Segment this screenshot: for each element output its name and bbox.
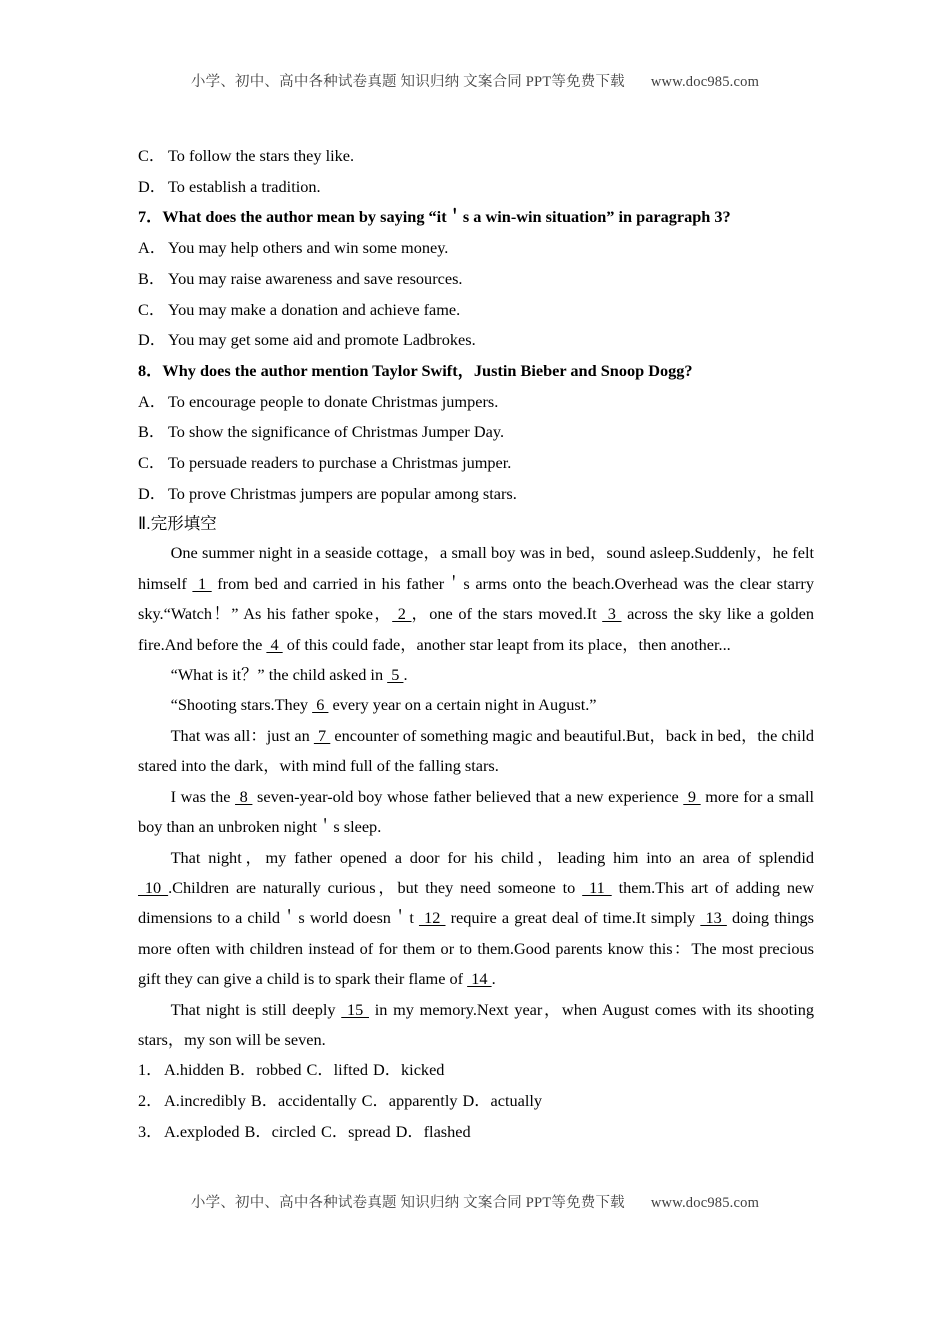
cloze-text: them.This art of adding new dimensions to a child＇s world doesn＇t — [138, 877, 815, 928]
cloze-choice-option[interactable]: B．circled — [244, 1121, 316, 1141]
cloze-choice-option[interactable]: A.incredibly — [164, 1091, 246, 1111]
option-text: You may get some aid and promote Ladbrokes. — [168, 330, 476, 350]
cloze-paragraph — [138, 995, 814, 1056]
cloze-text: “What is it？” the child asked in — [170, 665, 388, 685]
option-text: To persuade readers to purchase a Christmas jumper. — [168, 453, 512, 473]
cloze-blank-12[interactable]: 12 — [418, 908, 446, 928]
option-text: You may make a donation and achieve fame. — [168, 299, 461, 319]
option-row — [138, 295, 814, 326]
option-label: C． — [138, 146, 166, 165]
option-text: To follow the stars they like. — [168, 146, 355, 165]
cloze-blank-3[interactable]: 3 — [602, 604, 622, 624]
cloze-text: seven-year-old boy whose father believed that a new experience — [252, 786, 684, 806]
option-row — [138, 264, 814, 295]
cloze-choice-option[interactable]: A.hidden — [164, 1060, 225, 1080]
cloze-paragraph — [138, 843, 814, 995]
cloze-text: That night，my father opened a door for his child，leading him into an area of splendid — [170, 847, 814, 867]
option-label: D． — [138, 330, 167, 350]
cloze-passage — [138, 538, 814, 1055]
cloze-text: doing things more often with children instead of for them or to them.Good parents know this：The most precious gift they can give a child is to spark their flame of — [138, 908, 814, 989]
cloze-choice-option[interactable]: C．spread — [320, 1121, 391, 1141]
cloze-paragraph — [138, 690, 814, 720]
option-text: You may help others and win some money. — [168, 238, 449, 258]
cloze-text: encounter of something magic and beautiful.But，back in bed，the child stared into the dark，with mind full of the falling stars. — [138, 725, 815, 776]
cloze-choice-option[interactable]: B．accidentally — [250, 1091, 357, 1111]
option-label: D． — [138, 176, 167, 196]
option-row — [138, 448, 814, 479]
document-body — [138, 141, 814, 1148]
option-row — [138, 233, 814, 264]
page-header-url: www.doc985.com — [650, 74, 760, 90]
option-label: A． — [138, 238, 167, 258]
page-footer-url: www.doc985.com — [650, 1195, 760, 1211]
option-label: B． — [138, 268, 166, 288]
cloze-text: “Shooting stars.They — [170, 695, 313, 715]
cloze-blank-13[interactable]: 13 — [700, 908, 727, 928]
option-text: You may raise awareness and save resources. — [168, 268, 463, 288]
option-text: To show the significance of Christmas Jumper Day. — [168, 422, 505, 442]
cloze-blank-4[interactable]: 4 — [266, 634, 283, 654]
cloze-blank-9[interactable]: 9 — [683, 786, 701, 806]
cloze-choice-list — [138, 1055, 814, 1147]
cloze-blank-6[interactable]: 6 — [312, 695, 329, 715]
option-text: To encourage people to donate Christmas jumpers. — [168, 391, 499, 411]
cloze-choice-option[interactable]: C．apparently — [361, 1091, 458, 1111]
cloze-paragraph — [138, 538, 814, 660]
cloze-choice-row — [138, 1055, 814, 1086]
page-header — [0, 70, 950, 91]
cloze-text: .Children are naturally curious，but they need someone to — [168, 877, 583, 897]
cloze-text: across the sky like a golden fire.And before the — [138, 604, 815, 654]
option-row — [138, 417, 814, 448]
cloze-text: of this could fade，another star leapt from its place，then another... — [282, 634, 731, 654]
cloze-choice-option[interactable]: D．kicked — [373, 1060, 445, 1080]
cloze-blank-8[interactable]: 8 — [235, 786, 253, 806]
option-row — [138, 141, 814, 172]
page-footer-text: 小学、初中、高中各种试卷真题 知识归纳 文案合同 PPT等免费下载 — [190, 1195, 625, 1211]
page-footer — [0, 1191, 950, 1212]
cloze-choice-number: 2． — [138, 1091, 163, 1111]
cloze-text: . — [403, 665, 408, 685]
cloze-blank-1[interactable]: 1 — [192, 573, 212, 593]
section-heading: Ⅱ.完形填空 — [138, 515, 217, 534]
cloze-choice-option[interactable]: D．actually — [462, 1091, 543, 1111]
cloze-blank-7[interactable]: 7 — [313, 725, 331, 745]
cloze-text: That was all：just an — [170, 725, 314, 745]
cloze-blank-11[interactable]: 11 — [582, 877, 612, 897]
option-row — [138, 479, 814, 510]
option-row — [138, 172, 814, 203]
option-label: D． — [138, 483, 167, 503]
option-text: To prove Christmas jumpers are popular among stars. — [168, 483, 517, 503]
cloze-blank-10[interactable]: 10 — [138, 877, 169, 897]
page-header-text: 小学、初中、高中各种试卷真题 知识归纳 文案合同 PPT等免费下载 — [190, 74, 625, 90]
cloze-text: ，one of the stars moved.It — [411, 604, 603, 624]
option-label: C． — [138, 299, 166, 319]
cloze-blank-14[interactable]: 14 — [467, 969, 492, 989]
cloze-text: more for a small boy than an unbroken night＇s sleep. — [138, 786, 815, 837]
cloze-choice-option[interactable]: B．robbed — [229, 1060, 302, 1080]
cloze-text: every year on a certain night in August.” — [328, 695, 597, 715]
cloze-blank-5[interactable]: 5 — [387, 665, 404, 685]
cloze-paragraph — [138, 721, 814, 782]
option-text: To establish a tradition. — [168, 176, 321, 196]
question-stem-7: 7．What does the author mean by saying “it＇s a win-win situation” in paragraph 3? — [138, 207, 731, 227]
question-stem-8: 8．Why does the author mention Taylor Swift，Justin Bieber and Snoop Dogg? — [138, 360, 693, 380]
cloze-choice-option[interactable]: A.exploded — [164, 1121, 240, 1141]
cloze-blank-2[interactable]: 2 — [392, 604, 412, 624]
cloze-text: from bed and carried in his father＇s arms onto the beach.Overhead was the clear starry sky.“Watch！” As his father spoke， — [138, 573, 814, 624]
option-label: C． — [138, 453, 166, 473]
cloze-choice-row — [138, 1086, 814, 1117]
option-label: A． — [138, 391, 167, 411]
option-row — [138, 325, 814, 356]
cloze-choice-number: 1． — [138, 1060, 163, 1080]
cloze-text: That night is still deeply — [170, 999, 342, 1019]
cloze-text: One summer night in a seaside cottage，a small boy was in bed，sound asleep.Suddenly，he felt himself — [138, 543, 814, 593]
cloze-text: . — [491, 969, 496, 989]
cloze-choice-row — [138, 1117, 814, 1148]
cloze-paragraph — [138, 782, 814, 843]
option-row — [138, 387, 814, 418]
cloze-text: in my memory.Next year，when August comes with its shooting stars，my son will be seven. — [138, 999, 815, 1049]
cloze-choice-option[interactable]: C．lifted — [306, 1060, 368, 1080]
cloze-choice-option[interactable]: D．flashed — [395, 1121, 471, 1141]
cloze-choice-number: 3． — [138, 1121, 163, 1141]
cloze-blank-15[interactable]: 15 — [341, 999, 369, 1019]
cloze-text: require a great deal of time.It simply — [445, 908, 701, 928]
cloze-text: I was the — [170, 786, 236, 806]
option-label: B． — [138, 422, 166, 442]
cloze-paragraph — [138, 660, 814, 690]
